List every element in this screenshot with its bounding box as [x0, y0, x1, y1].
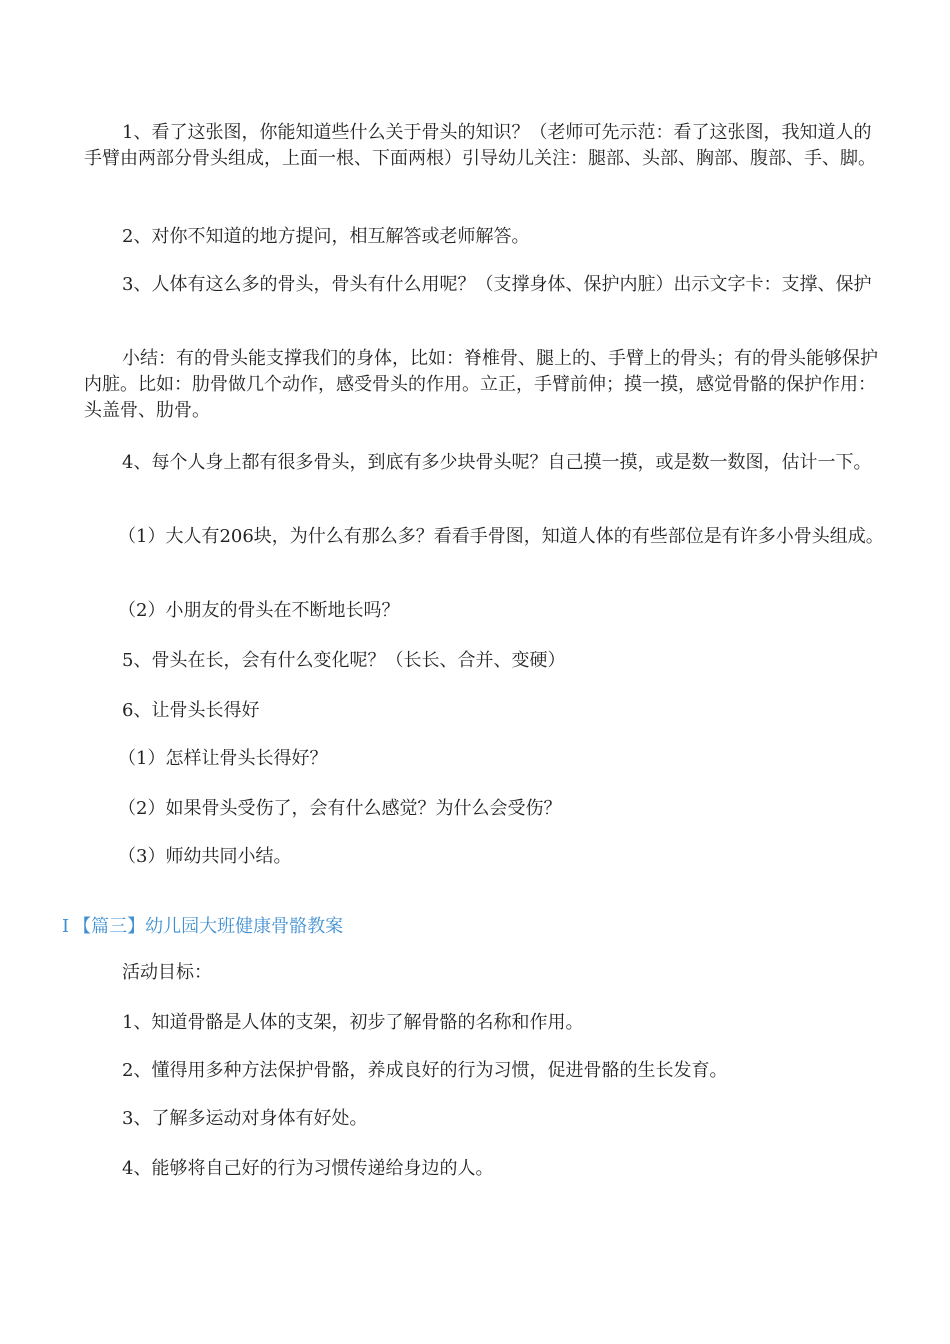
paragraph-5: 5、骨头在长，会有什么变化呢？（长长、合并、变硬）: [122, 650, 566, 671]
paragraph-6: 6、让骨头长得好: [122, 700, 260, 721]
summary-paragraph: 小结：有的骨头能支撑我们的身体，比如：脊椎骨、腿上的、手臂上的骨头；有的骨头能够保护内脏。比如：肋骨做几个动作，感受骨头的作用。立正，手臂前伸；摸一摸，感觉骨骼的保护作用：头盖骨、肋骨。: [84, 348, 878, 421]
goal-2: 2、懂得用多种方法保护骨骼，养成良好的行为习惯，促进骨骼的生长发育。: [122, 1060, 728, 1081]
paragraph-4: 4、每个人身上都有很多骨头，到底有多少块骨头呢？自己摸一摸，或是数一数图，估计一下。: [122, 452, 872, 473]
goal-4: 4、能够将自己好的行为习惯传递给身边的人。: [122, 1158, 494, 1179]
paragraph-6-1: （1）怎样让骨头长得好？: [118, 748, 328, 769]
paragraph-6-3: （3）师幼共同小结。: [118, 846, 292, 867]
paragraph-1: 1、看了这张图，你能知道些什么关于骨头的知识？（老师可先示范：看了这张图，我知道人的手臂由两部分骨头组成，上面一根、下面两根）引导幼儿关注：腿部、头部、胸部、腹部、手、脚。: [84, 122, 876, 169]
paragraph-6-2: （2）如果骨头受伤了，会有什么感觉？为什么会受伤？: [118, 798, 562, 819]
paragraph-2: 2、对你不知道的地方提问，相互解答或老师解答。: [122, 226, 530, 247]
goal-1: 1、知道骨骼是人体的支架，初步了解骨骼的名称和作用。: [122, 1012, 584, 1033]
section-heading: [62, 914, 343, 940]
paragraph-4-2: （2）小朋友的骨头在不断地长吗？: [118, 600, 400, 621]
activity-goals-label: 活动目标：: [122, 962, 212, 983]
paragraph-4-1: （1）大人有206块，为什么有那么多？看看手骨图，知道人体的有些部位是有许多小骨头组成。: [118, 526, 884, 547]
heading-text: 【篇三】幼儿园大班健康骨骼教案: [73, 916, 344, 937]
goal-3: 3、了解多运动对身体有好处。: [122, 1108, 368, 1129]
paragraph-3: 3、人体有这么多的骨头，骨头有什么用呢？（支撑身体、保护内脏）出示文字卡：支撑、保护: [122, 274, 872, 295]
heading-marker: I: [62, 916, 70, 937]
